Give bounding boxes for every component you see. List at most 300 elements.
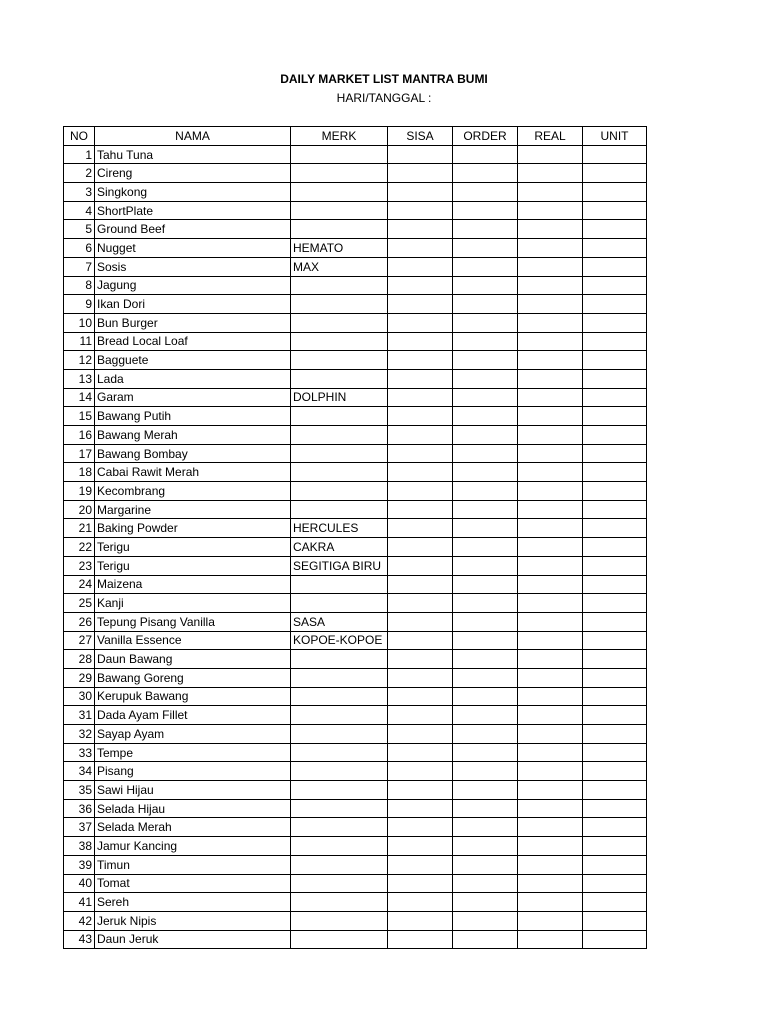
real-cell[interactable]: [518, 668, 583, 687]
brand-cell: [291, 351, 388, 370]
sisa-cell[interactable]: [388, 444, 453, 463]
unit-cell[interactable]: [583, 276, 647, 295]
order-cell[interactable]: [453, 332, 518, 351]
real-cell[interactable]: [518, 369, 583, 388]
unit-cell[interactable]: [583, 239, 647, 258]
order-cell[interactable]: [453, 725, 518, 744]
order-cell[interactable]: [453, 837, 518, 856]
row-number: 38: [64, 837, 95, 856]
item-name: Kecombrang: [95, 482, 291, 501]
real-cell[interactable]: [518, 220, 583, 239]
brand-cell: [291, 295, 388, 314]
brand-cell: [291, 201, 388, 220]
brand-cell: [291, 930, 388, 949]
sisa-cell[interactable]: [388, 313, 453, 332]
order-cell[interactable]: [453, 482, 518, 501]
row-number: 36: [64, 799, 95, 818]
order-cell[interactable]: [453, 594, 518, 613]
header-row: [64, 127, 647, 146]
order-cell[interactable]: [453, 183, 518, 202]
column-header-unit: UNIT: [583, 127, 647, 146]
table-row: [64, 631, 647, 650]
real-cell[interactable]: [518, 575, 583, 594]
sisa-cell[interactable]: [388, 276, 453, 295]
sisa-cell[interactable]: [388, 482, 453, 501]
order-cell[interactable]: [453, 538, 518, 557]
real-cell[interactable]: [518, 295, 583, 314]
real-cell[interactable]: [518, 818, 583, 837]
brand-cell: HEMATO: [291, 239, 388, 258]
unit-cell[interactable]: [583, 313, 647, 332]
table-row: [64, 220, 647, 239]
unit-cell[interactable]: [583, 668, 647, 687]
brand-cell: [291, 743, 388, 762]
row-number: 26: [64, 612, 95, 631]
row-number: 29: [64, 668, 95, 687]
table-row: [64, 332, 647, 351]
item-name: Tepung Pisang Vanilla: [95, 612, 291, 631]
table-row: [64, 818, 647, 837]
unit-cell[interactable]: [583, 556, 647, 575]
row-number: 25: [64, 594, 95, 613]
unit-cell[interactable]: [583, 145, 647, 164]
unit-cell[interactable]: [583, 575, 647, 594]
table-row: [64, 668, 647, 687]
real-cell[interactable]: [518, 911, 583, 930]
column-header-sisa: SISA: [388, 127, 453, 146]
row-number: 23: [64, 556, 95, 575]
table-header: [64, 127, 647, 146]
unit-cell[interactable]: [583, 594, 647, 613]
item-name: Singkong: [95, 183, 291, 202]
unit-cell[interactable]: [583, 725, 647, 744]
item-name: Tomat: [95, 874, 291, 893]
unit-cell[interactable]: [583, 295, 647, 314]
row-number: 24: [64, 575, 95, 594]
real-cell[interactable]: [518, 687, 583, 706]
real-cell[interactable]: [518, 837, 583, 856]
real-cell[interactable]: [518, 201, 583, 220]
row-number: 17: [64, 444, 95, 463]
unit-cell[interactable]: [583, 164, 647, 183]
sisa-cell[interactable]: [388, 612, 453, 631]
unit-cell[interactable]: [583, 687, 647, 706]
table-row: [64, 799, 647, 818]
row-number: 18: [64, 463, 95, 482]
order-cell[interactable]: [453, 351, 518, 370]
real-cell[interactable]: [518, 631, 583, 650]
real-cell[interactable]: [518, 930, 583, 949]
real-cell[interactable]: [518, 257, 583, 276]
table-row: [64, 239, 647, 258]
real-cell[interactable]: [518, 725, 583, 744]
row-number: 41: [64, 893, 95, 912]
real-cell[interactable]: [518, 183, 583, 202]
real-cell[interactable]: [518, 706, 583, 725]
table-row: [64, 519, 647, 538]
sisa-cell[interactable]: [388, 743, 453, 762]
sisa-cell[interactable]: [388, 893, 453, 912]
item-name: Selada Hijau: [95, 799, 291, 818]
row-number: 32: [64, 725, 95, 744]
item-name: ShortPlate: [95, 201, 291, 220]
order-cell[interactable]: [453, 612, 518, 631]
unit-cell[interactable]: [583, 743, 647, 762]
order-cell[interactable]: [453, 500, 518, 519]
order-cell[interactable]: [453, 781, 518, 800]
row-number: 14: [64, 388, 95, 407]
sisa-cell[interactable]: [388, 164, 453, 183]
row-number: 43: [64, 930, 95, 949]
order-cell[interactable]: [453, 519, 518, 538]
order-cell[interactable]: [453, 201, 518, 220]
unit-cell[interactable]: [583, 407, 647, 426]
sisa-cell[interactable]: [388, 351, 453, 370]
unit-cell[interactable]: [583, 911, 647, 930]
real-cell[interactable]: [518, 463, 583, 482]
table-row: [64, 164, 647, 183]
row-number: 20: [64, 500, 95, 519]
unit-cell[interactable]: [583, 930, 647, 949]
item-name: Garam: [95, 388, 291, 407]
order-cell[interactable]: [453, 743, 518, 762]
real-cell[interactable]: [518, 407, 583, 426]
unit-cell[interactable]: [583, 444, 647, 463]
table-row: [64, 295, 647, 314]
order-cell[interactable]: [453, 257, 518, 276]
item-name: Sosis: [95, 257, 291, 276]
table-row: [64, 482, 647, 501]
table-row: [64, 743, 647, 762]
real-cell[interactable]: [518, 556, 583, 575]
column-header-nama: NAMA: [95, 127, 291, 146]
real-cell[interactable]: [518, 444, 583, 463]
real-cell[interactable]: [518, 276, 583, 295]
sisa-cell[interactable]: [388, 332, 453, 351]
table-row: [64, 145, 647, 164]
order-cell[interactable]: [453, 239, 518, 258]
unit-cell[interactable]: [583, 538, 647, 557]
order-cell[interactable]: [453, 556, 518, 575]
order-cell[interactable]: [453, 668, 518, 687]
real-cell[interactable]: [518, 538, 583, 557]
unit-cell[interactable]: [583, 388, 647, 407]
sisa-cell[interactable]: [388, 650, 453, 669]
table-row: [64, 762, 647, 781]
sisa-cell[interactable]: [388, 668, 453, 687]
row-number: 4: [64, 201, 95, 220]
order-cell[interactable]: [453, 631, 518, 650]
order-cell[interactable]: [453, 799, 518, 818]
real-cell[interactable]: [518, 781, 583, 800]
table-row: [64, 911, 647, 930]
real-cell[interactable]: [518, 650, 583, 669]
unit-cell[interactable]: [583, 519, 647, 538]
sisa-cell[interactable]: [388, 930, 453, 949]
real-cell[interactable]: [518, 164, 583, 183]
order-cell[interactable]: [453, 388, 518, 407]
unit-cell[interactable]: [583, 799, 647, 818]
unit-cell[interactable]: [583, 818, 647, 837]
order-cell[interactable]: [453, 687, 518, 706]
table-row: [64, 612, 647, 631]
unit-cell[interactable]: [583, 706, 647, 725]
real-cell[interactable]: [518, 145, 583, 164]
order-cell[interactable]: [453, 706, 518, 725]
item-name: Jamur Kancing: [95, 837, 291, 856]
unit-cell[interactable]: [583, 612, 647, 631]
table-row: [64, 183, 647, 202]
table-row: [64, 650, 647, 669]
table-row: [64, 837, 647, 856]
order-cell[interactable]: [453, 369, 518, 388]
unit-cell[interactable]: [583, 631, 647, 650]
row-number: 33: [64, 743, 95, 762]
item-name: Pisang: [95, 762, 291, 781]
item-name: Kanji: [95, 594, 291, 613]
sisa-cell[interactable]: [388, 575, 453, 594]
item-name: Nugget: [95, 239, 291, 258]
sisa-cell[interactable]: [388, 388, 453, 407]
brand-cell: [291, 444, 388, 463]
sisa-cell[interactable]: [388, 426, 453, 445]
item-name: Lada: [95, 369, 291, 388]
item-name: Tempe: [95, 743, 291, 762]
table-row: [64, 407, 647, 426]
item-name: Sawi Hijau: [95, 781, 291, 800]
unit-cell[interactable]: [583, 781, 647, 800]
sisa-cell[interactable]: [388, 762, 453, 781]
real-cell[interactable]: [518, 313, 583, 332]
real-cell[interactable]: [518, 332, 583, 351]
sisa-cell[interactable]: [388, 799, 453, 818]
real-cell[interactable]: [518, 426, 583, 445]
sisa-cell[interactable]: [388, 631, 453, 650]
order-cell[interactable]: [453, 276, 518, 295]
sisa-cell[interactable]: [388, 500, 453, 519]
sisa-cell[interactable]: [388, 837, 453, 856]
real-cell[interactable]: [518, 239, 583, 258]
order-cell[interactable]: [453, 874, 518, 893]
order-cell[interactable]: [453, 762, 518, 781]
sisa-cell[interactable]: [388, 687, 453, 706]
row-number: 27: [64, 631, 95, 650]
table-row: [64, 930, 647, 949]
unit-cell[interactable]: [583, 893, 647, 912]
unit-cell[interactable]: [583, 220, 647, 239]
real-cell[interactable]: [518, 594, 583, 613]
unit-cell[interactable]: [583, 500, 647, 519]
item-name: Jeruk Nipis: [95, 911, 291, 930]
sisa-cell[interactable]: [388, 818, 453, 837]
unit-cell[interactable]: [583, 874, 647, 893]
real-cell[interactable]: [518, 500, 583, 519]
real-cell[interactable]: [518, 874, 583, 893]
item-name: Kerupuk Bawang: [95, 687, 291, 706]
sisa-cell[interactable]: [388, 407, 453, 426]
row-number: 7: [64, 257, 95, 276]
item-name: Tahu Tuna: [95, 145, 291, 164]
real-cell[interactable]: [518, 799, 583, 818]
unit-cell[interactable]: [583, 482, 647, 501]
brand-cell: [291, 874, 388, 893]
unit-cell[interactable]: [583, 332, 647, 351]
unit-cell[interactable]: [583, 762, 647, 781]
table-row: [64, 538, 647, 557]
real-cell[interactable]: [518, 893, 583, 912]
table-row: [64, 687, 647, 706]
unit-cell[interactable]: [583, 201, 647, 220]
unit-cell[interactable]: [583, 837, 647, 856]
unit-cell[interactable]: [583, 183, 647, 202]
unit-cell[interactable]: [583, 257, 647, 276]
row-number: 37: [64, 818, 95, 837]
sisa-cell[interactable]: [388, 725, 453, 744]
real-cell[interactable]: [518, 388, 583, 407]
row-number: 1: [64, 145, 95, 164]
row-number: 8: [64, 276, 95, 295]
row-number: 6: [64, 239, 95, 258]
real-cell[interactable]: [518, 519, 583, 538]
brand-cell: KOPOE-KOPOE: [291, 631, 388, 650]
brand-cell: [291, 650, 388, 669]
brand-cell: SASA: [291, 612, 388, 631]
sisa-cell[interactable]: [388, 257, 453, 276]
item-name: Bawang Goreng: [95, 668, 291, 687]
date-label: HARI/TANGGAL :: [336, 91, 432, 105]
sisa-cell[interactable]: [388, 201, 453, 220]
brand-cell: [291, 369, 388, 388]
item-name: Margarine: [95, 500, 291, 519]
order-cell[interactable]: [453, 650, 518, 669]
row-number: 22: [64, 538, 95, 557]
order-cell[interactable]: [453, 407, 518, 426]
brand-cell: [291, 183, 388, 202]
unit-cell[interactable]: [583, 855, 647, 874]
order-cell[interactable]: [453, 145, 518, 164]
row-number: 2: [64, 164, 95, 183]
table-row: [64, 594, 647, 613]
real-cell[interactable]: [518, 482, 583, 501]
item-name: Jagung: [95, 276, 291, 295]
sisa-cell[interactable]: [388, 145, 453, 164]
real-cell[interactable]: [518, 612, 583, 631]
brand-cell: [291, 781, 388, 800]
sisa-cell[interactable]: [388, 295, 453, 314]
table-row: [64, 725, 647, 744]
order-cell[interactable]: [453, 911, 518, 930]
brand-cell: [291, 407, 388, 426]
sisa-cell[interactable]: [388, 706, 453, 725]
brand-cell: [291, 911, 388, 930]
row-number: 40: [64, 874, 95, 893]
brand-cell: [291, 164, 388, 183]
sisa-cell[interactable]: [388, 911, 453, 930]
brand-cell: [291, 482, 388, 501]
sisa-cell[interactable]: [388, 463, 453, 482]
row-number: 3: [64, 183, 95, 202]
table-row: [64, 444, 647, 463]
unit-cell[interactable]: [583, 351, 647, 370]
sisa-cell[interactable]: [388, 538, 453, 557]
order-cell[interactable]: [453, 164, 518, 183]
real-cell[interactable]: [518, 855, 583, 874]
sisa-cell[interactable]: [388, 183, 453, 202]
brand-cell: SEGITIGA BIRU: [291, 556, 388, 575]
brand-cell: [291, 276, 388, 295]
row-number: 39: [64, 855, 95, 874]
item-name: Bun Burger: [95, 313, 291, 332]
item-name: Bawang Merah: [95, 426, 291, 445]
page-title: DAILY MARKET LIST MANTRA BUMI: [280, 72, 488, 86]
table-row: [64, 556, 647, 575]
unit-cell[interactable]: [583, 650, 647, 669]
real-cell[interactable]: [518, 743, 583, 762]
unit-cell[interactable]: [583, 463, 647, 482]
order-cell[interactable]: [453, 295, 518, 314]
order-cell[interactable]: [453, 575, 518, 594]
sisa-cell[interactable]: [388, 874, 453, 893]
column-header-real: REAL: [518, 127, 583, 146]
row-number: 19: [64, 482, 95, 501]
table-row: [64, 874, 647, 893]
brand-cell: [291, 725, 388, 744]
order-cell[interactable]: [453, 463, 518, 482]
sisa-cell[interactable]: [388, 855, 453, 874]
order-cell[interactable]: [453, 220, 518, 239]
order-cell[interactable]: [453, 426, 518, 445]
sisa-cell[interactable]: [388, 369, 453, 388]
sisa-cell[interactable]: [388, 519, 453, 538]
brand-cell: [291, 220, 388, 239]
order-cell[interactable]: [453, 893, 518, 912]
real-cell[interactable]: [518, 762, 583, 781]
brand-cell: [291, 893, 388, 912]
brand-cell: MAX: [291, 257, 388, 276]
brand-cell: [291, 332, 388, 351]
row-number: 15: [64, 407, 95, 426]
row-number: 11: [64, 332, 95, 351]
row-number: 10: [64, 313, 95, 332]
sisa-cell[interactable]: [388, 239, 453, 258]
unit-cell[interactable]: [583, 369, 647, 388]
order-cell[interactable]: [453, 855, 518, 874]
brand-cell: [291, 687, 388, 706]
item-name: Maizena: [95, 575, 291, 594]
brand-cell: [291, 500, 388, 519]
brand-cell: [291, 855, 388, 874]
sisa-cell[interactable]: [388, 556, 453, 575]
unit-cell[interactable]: [583, 426, 647, 445]
row-number: 12: [64, 351, 95, 370]
table-row: [64, 351, 647, 370]
item-name: Selada Merah: [95, 818, 291, 837]
brand-cell: [291, 145, 388, 164]
brand-cell: [291, 594, 388, 613]
real-cell[interactable]: [518, 351, 583, 370]
sisa-cell[interactable]: [388, 781, 453, 800]
item-name: Timun: [95, 855, 291, 874]
sisa-cell[interactable]: [388, 594, 453, 613]
table-row: [64, 313, 647, 332]
order-cell[interactable]: [453, 818, 518, 837]
order-cell[interactable]: [453, 313, 518, 332]
item-name: Sereh: [95, 893, 291, 912]
item-name: Ikan Dori: [95, 295, 291, 314]
order-cell[interactable]: [453, 444, 518, 463]
order-cell[interactable]: [453, 930, 518, 949]
sisa-cell[interactable]: [388, 220, 453, 239]
